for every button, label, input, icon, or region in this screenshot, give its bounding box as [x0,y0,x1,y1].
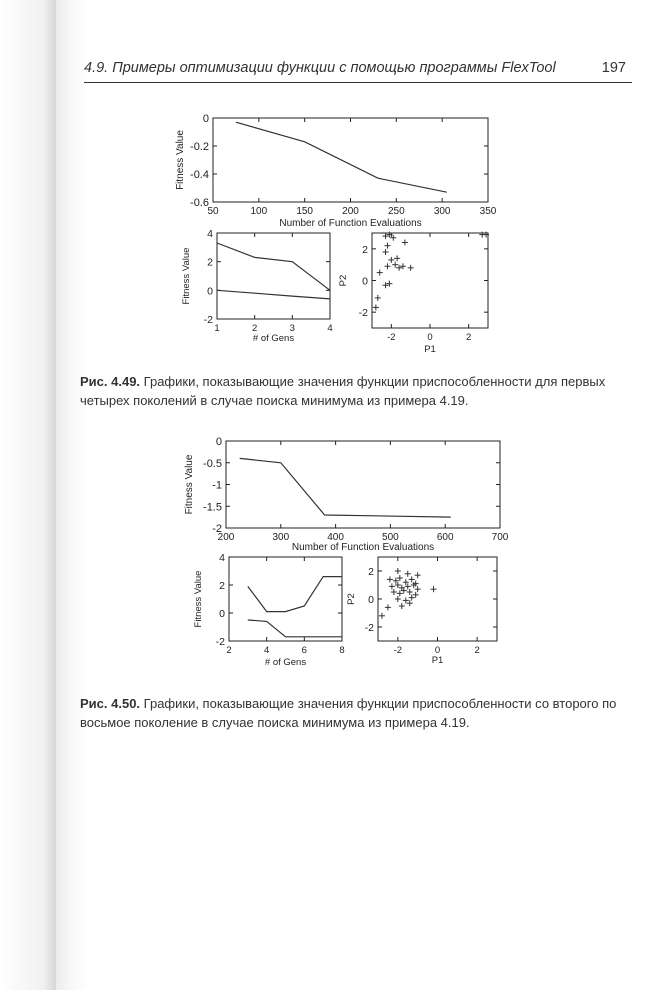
scatter-point [413,592,419,598]
scatter-point [399,603,405,609]
scatter-point [395,596,401,602]
fig50-gens-x-axis-label: # of Gens [264,657,307,668]
fig50-top-x-tick-label: 300 [272,532,290,543]
fig49-gens-y-axis-label: Fitness Value [181,247,192,305]
fig49-gens-y-tick-label: 0 [207,285,213,298]
fig49-top-x-tick-label: 200 [342,206,359,217]
fig50-top-y-tick-label: -2 [212,523,222,535]
fig49-scatter-y-tick-label: 2 [362,243,368,256]
fig50-gens-series-min [248,620,342,637]
fig50-gens-y-tick-label: 0 [219,608,225,620]
fig49-scatter-y-axis-label: P2 [338,274,349,287]
fig49-gens-y-tick-label: 2 [207,256,213,269]
scatter-point [389,583,395,589]
fig49-top-series-fitness [236,122,447,192]
fig49-gens-y-tick-label: -2 [203,314,213,326]
scatter-point [386,281,392,287]
fig49-top-y-tick-label: 0 [202,113,209,125]
fig50-top-axes-frame [226,441,500,528]
fig49-gens-x-tick-label: 2 [252,323,258,334]
scatter-point [431,586,437,592]
caption-label: Рис. 4.49. [80,374,141,389]
fig50-gens-x-tick-label: 2 [226,645,232,656]
fig49-top-x-tick-label: 350 [479,206,497,217]
fig49-scatter-x-tick-label: 2 [466,332,472,343]
scatter-point [408,265,414,271]
scatter-point [383,282,389,288]
fig50-top-y-axis-label: Fitness Value [184,454,195,515]
scatter-point [397,590,403,596]
fig50-scatter-x-tick-label: -2 [393,645,403,656]
fig50-top-x-tick-label: 600 [436,532,454,543]
scatter-point [377,270,383,276]
fig49-top-x-tick-label: 250 [387,206,405,217]
fig49-top-x-tick-label: 150 [296,206,314,217]
fig50-top-x-tick-label: 500 [382,532,399,543]
fig50-top-y-tick-label: -1 [212,479,222,492]
scatter-point [388,257,394,263]
fig49-gens-axes-frame [217,233,330,319]
scatter-point [407,589,413,595]
fig50-gens-series-max [248,577,342,612]
fig50-gens-y-tick-label: -2 [215,636,225,648]
fig50-top-x-tick-label: 200 [217,532,235,543]
fig50-scatter-y-axis-label: P2 [346,593,357,605]
scatter-point [387,576,393,582]
fig50-top-y-tick-label: -1.5 [203,501,222,514]
scatter-point [392,262,398,268]
caption-text: Графики, показывающие значения функции приспособленности со второго по восьмое поколение в случае поиска минимума из примера 4.19. [80,696,617,730]
scatter-point [384,263,390,269]
scatter-point [373,304,379,310]
scatter-point [394,255,400,261]
fig49-top-y-tick-label: -0.2 [190,141,209,153]
fig50-scatter-x-tick-label: 0 [434,645,441,656]
scatter-point [396,265,402,271]
fig50-top-x-tick-label: 700 [491,532,509,543]
fig49-gens-series-min [217,290,330,299]
scatter-point [395,568,401,574]
fig49-top-x-tick-label: 50 [207,206,219,217]
page-number: 197 [601,60,626,76]
scatter-point [391,589,397,595]
scatter-point [397,575,403,581]
fig49-scatter-y-tick-label: 0 [362,275,368,288]
fig49-gens-x-axis-label: # of Gens [252,333,295,344]
fig50-scatter-points [379,568,437,619]
fig50-top-y-tick-label: 0 [215,436,222,448]
fig50-gens-y-tick-label: 4 [219,552,225,564]
fig49-top-y-tick-label: -0.4 [190,169,209,181]
fig49-gens-x-tick-label: 4 [327,323,333,334]
fig49-top-axes-frame [213,118,488,202]
fig49-scatter-x-tick-label: 0 [427,332,433,343]
fig49-gens-x-tick-label: 3 [289,323,295,334]
fig49-scatter-x-axis-label: P1 [424,344,436,355]
fig49-top-y-axis-label: Fitness Value [175,130,186,190]
scatter-point [415,586,421,592]
fig50-top-y-tick-label: -0.5 [203,457,222,470]
fig49-scatter-axes-frame [372,233,488,328]
scatter-point [405,571,411,577]
scatter-point [383,233,389,239]
fig50-top-series-fitness [240,458,451,517]
fig50-scatter-x-tick-label: 2 [474,645,480,656]
fig50-scatter-y-tick-label: -2 [364,622,374,634]
scatter-point [403,597,409,603]
fig49-top-y-tick-label: -0.6 [190,197,209,209]
fig49-scatter-points [373,232,489,311]
fig49-gens-series-max [217,243,330,290]
fig49-scatter-y-tick-label: -2 [358,307,368,320]
scatter-point [409,595,415,601]
fig50-gens-axes-frame [229,557,342,641]
fig50-gens-y-tick-label: 2 [219,580,225,592]
fig49-top-x-tick-label: 300 [433,206,451,217]
fig49-scatter-x-tick-label: -2 [387,332,396,343]
scatter-point [407,600,413,606]
fig50-scatter-y-tick-label: 0 [368,594,374,606]
caption-label: Рис. 4.50. [80,696,141,711]
fig50-gens-y-axis-label: Fitness Value [193,570,204,628]
figure-caption-4-49 [80,372,628,410]
caption-text: Графики, показывающие значения функции приспособленности для первых четырех поколений в случае поиска минимума из примера 4.19. [80,374,606,408]
scatter-point [384,243,390,249]
scatter-point [400,263,406,269]
fig50-gens-x-tick-label: 4 [264,645,270,656]
running-title: 4.9. Примеры оптимизации функции с помощью программы FlexTool [84,60,556,76]
scatter-point [385,604,391,610]
fig49-gens-y-tick-label: 4 [207,228,213,240]
fig50-gens-x-tick-label: 6 [301,645,307,656]
fig49-top-x-tick-label: 100 [250,206,268,217]
scatter-point [375,295,381,301]
fig49-gens-x-tick-label: 1 [214,323,220,334]
fig50-top-x-axis-label: Number of Function Evaluations [291,542,435,553]
scatter-point [409,576,415,582]
fig50-top-x-tick-label: 400 [327,532,344,543]
fig50-scatter-y-tick-label: 2 [368,566,374,578]
scatter-point [402,240,408,246]
fig50-scatter-x-axis-label: P1 [431,655,444,666]
fig49-top-x-axis-label: Number of Function Evaluations [279,218,422,229]
figure-caption-4-50 [80,694,628,732]
scatter-point [415,572,421,578]
fig50-gens-x-tick-label: 8 [339,645,345,656]
scatter-point [383,249,389,255]
scatter-point [379,613,385,619]
